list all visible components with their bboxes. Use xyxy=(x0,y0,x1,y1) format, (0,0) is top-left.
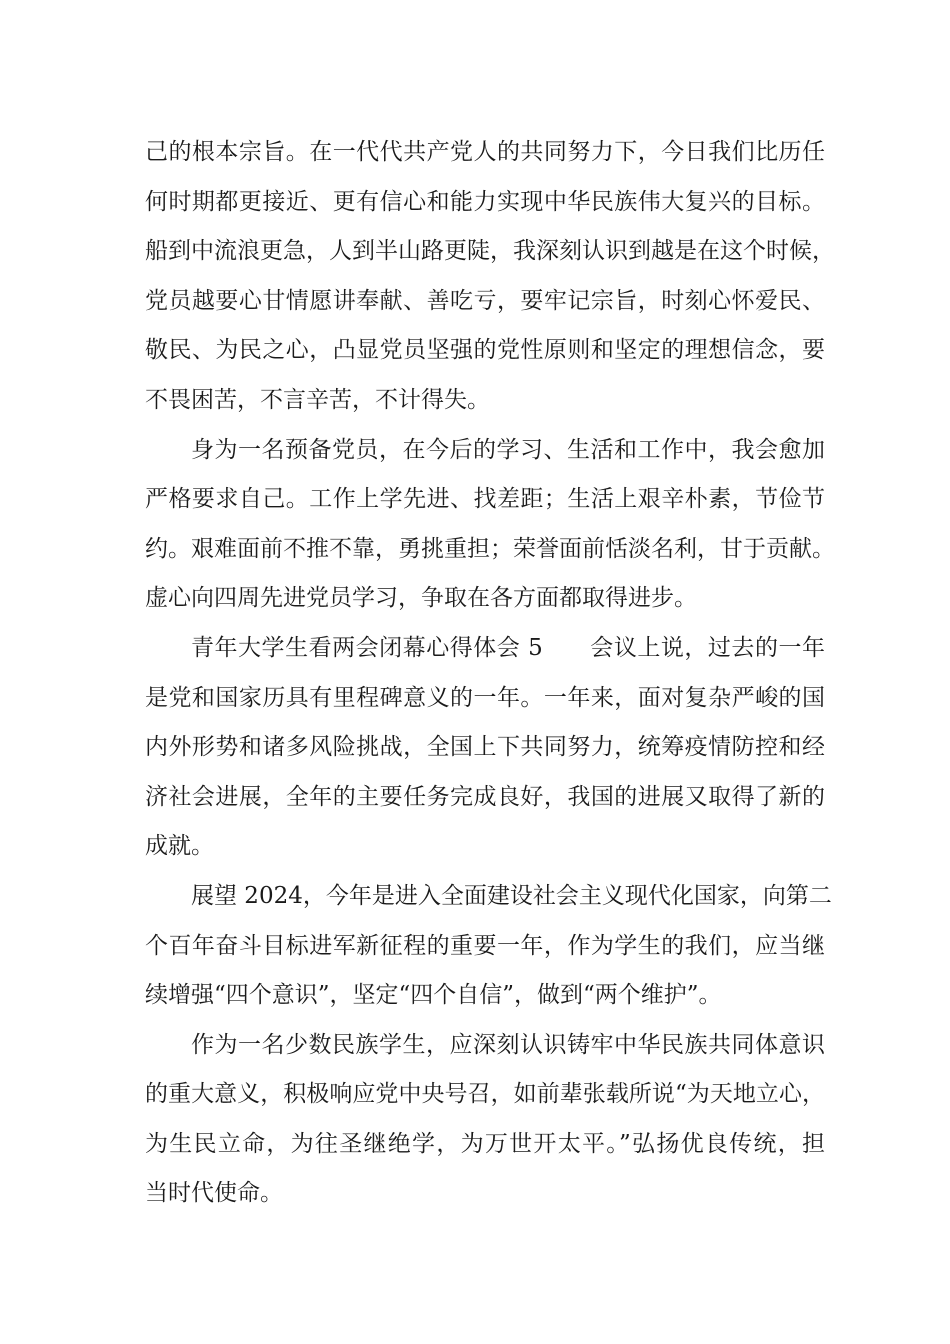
text-line: 虚心向四周先进党员学习，争取在各方面都取得进步。 xyxy=(145,585,697,612)
text-line: 己的根本宗旨。在一代代共产党人的共同努力下，今日我们比历任 xyxy=(145,139,825,165)
text-line: 是党和国家历具有里程碑意义的一年。一年来，面对复杂严峻的国 xyxy=(145,684,825,711)
text-line: 当时代使命。 xyxy=(145,1180,283,1207)
text-line: 的重大意义，积极响应党中央号召，如前辈张载所说“为天地立心， xyxy=(145,1081,825,1108)
text-line: 敬民、为民之心，凸显党员坚强的党性原则和坚定的理想信念，要 xyxy=(145,337,825,364)
text-line: 个百年奋斗目标进军新征程的重要一年，作为学生的我们，应当继 xyxy=(145,932,825,959)
text-line: 作为一名少数民族学生，应深刻认识铸牢中华民族共同体意识 xyxy=(191,1031,825,1058)
text-line: 身为一名预备党员，在今后的学习、生活和工作中，我会愈加 xyxy=(191,436,825,463)
text-line: 内外形势和诸多风险挑战，全国上下共同努力，统筹疫情防控和经 xyxy=(145,734,825,761)
text-line: 成就。 xyxy=(145,833,214,860)
text-line: 青年大学生看两会闭幕心得体会 5 会议上说，过去的一年 xyxy=(191,634,825,661)
text-line: 党员越要心甘情愿讲奉献、善吃亏，要牢记宗旨，时刻心怀爱民、 xyxy=(145,287,825,314)
text-line: 不畏困苦，不言辛苦，不计得失。 xyxy=(145,386,490,413)
text-line: 严格要求自己。工作上学先进、找差距；生活上艰辛朴素，节俭节 xyxy=(145,486,825,513)
text-line: 约。艰难面前不推不靠，勇挑重担；荣誉面前恬淡名利，甘于贡献。 xyxy=(145,535,835,562)
text-line: 何时期都更接近、更有信心和能力实现中华民族伟大复兴的目标。 xyxy=(145,188,825,215)
text-line: 续增强“四个意识”，坚定“四个自信”，做到“两个维护”。 xyxy=(145,982,722,1009)
text-line: 展望 2024，今年是进入全面建设社会主义现代化国家，向第二 xyxy=(191,882,832,909)
body-text xyxy=(145,128,835,1219)
text-line: 为生民立命，为往圣继绝学，为万世开太平。”弘扬优良传统，担 xyxy=(145,1130,825,1157)
text-line: 济社会进展，全年的主要任务完成良好，我国的进展又取得了新的 xyxy=(145,783,825,810)
text-line: 船到中流浪更急，人到半山路更陡，我深刻认识到越是在这个时候， xyxy=(145,238,835,265)
